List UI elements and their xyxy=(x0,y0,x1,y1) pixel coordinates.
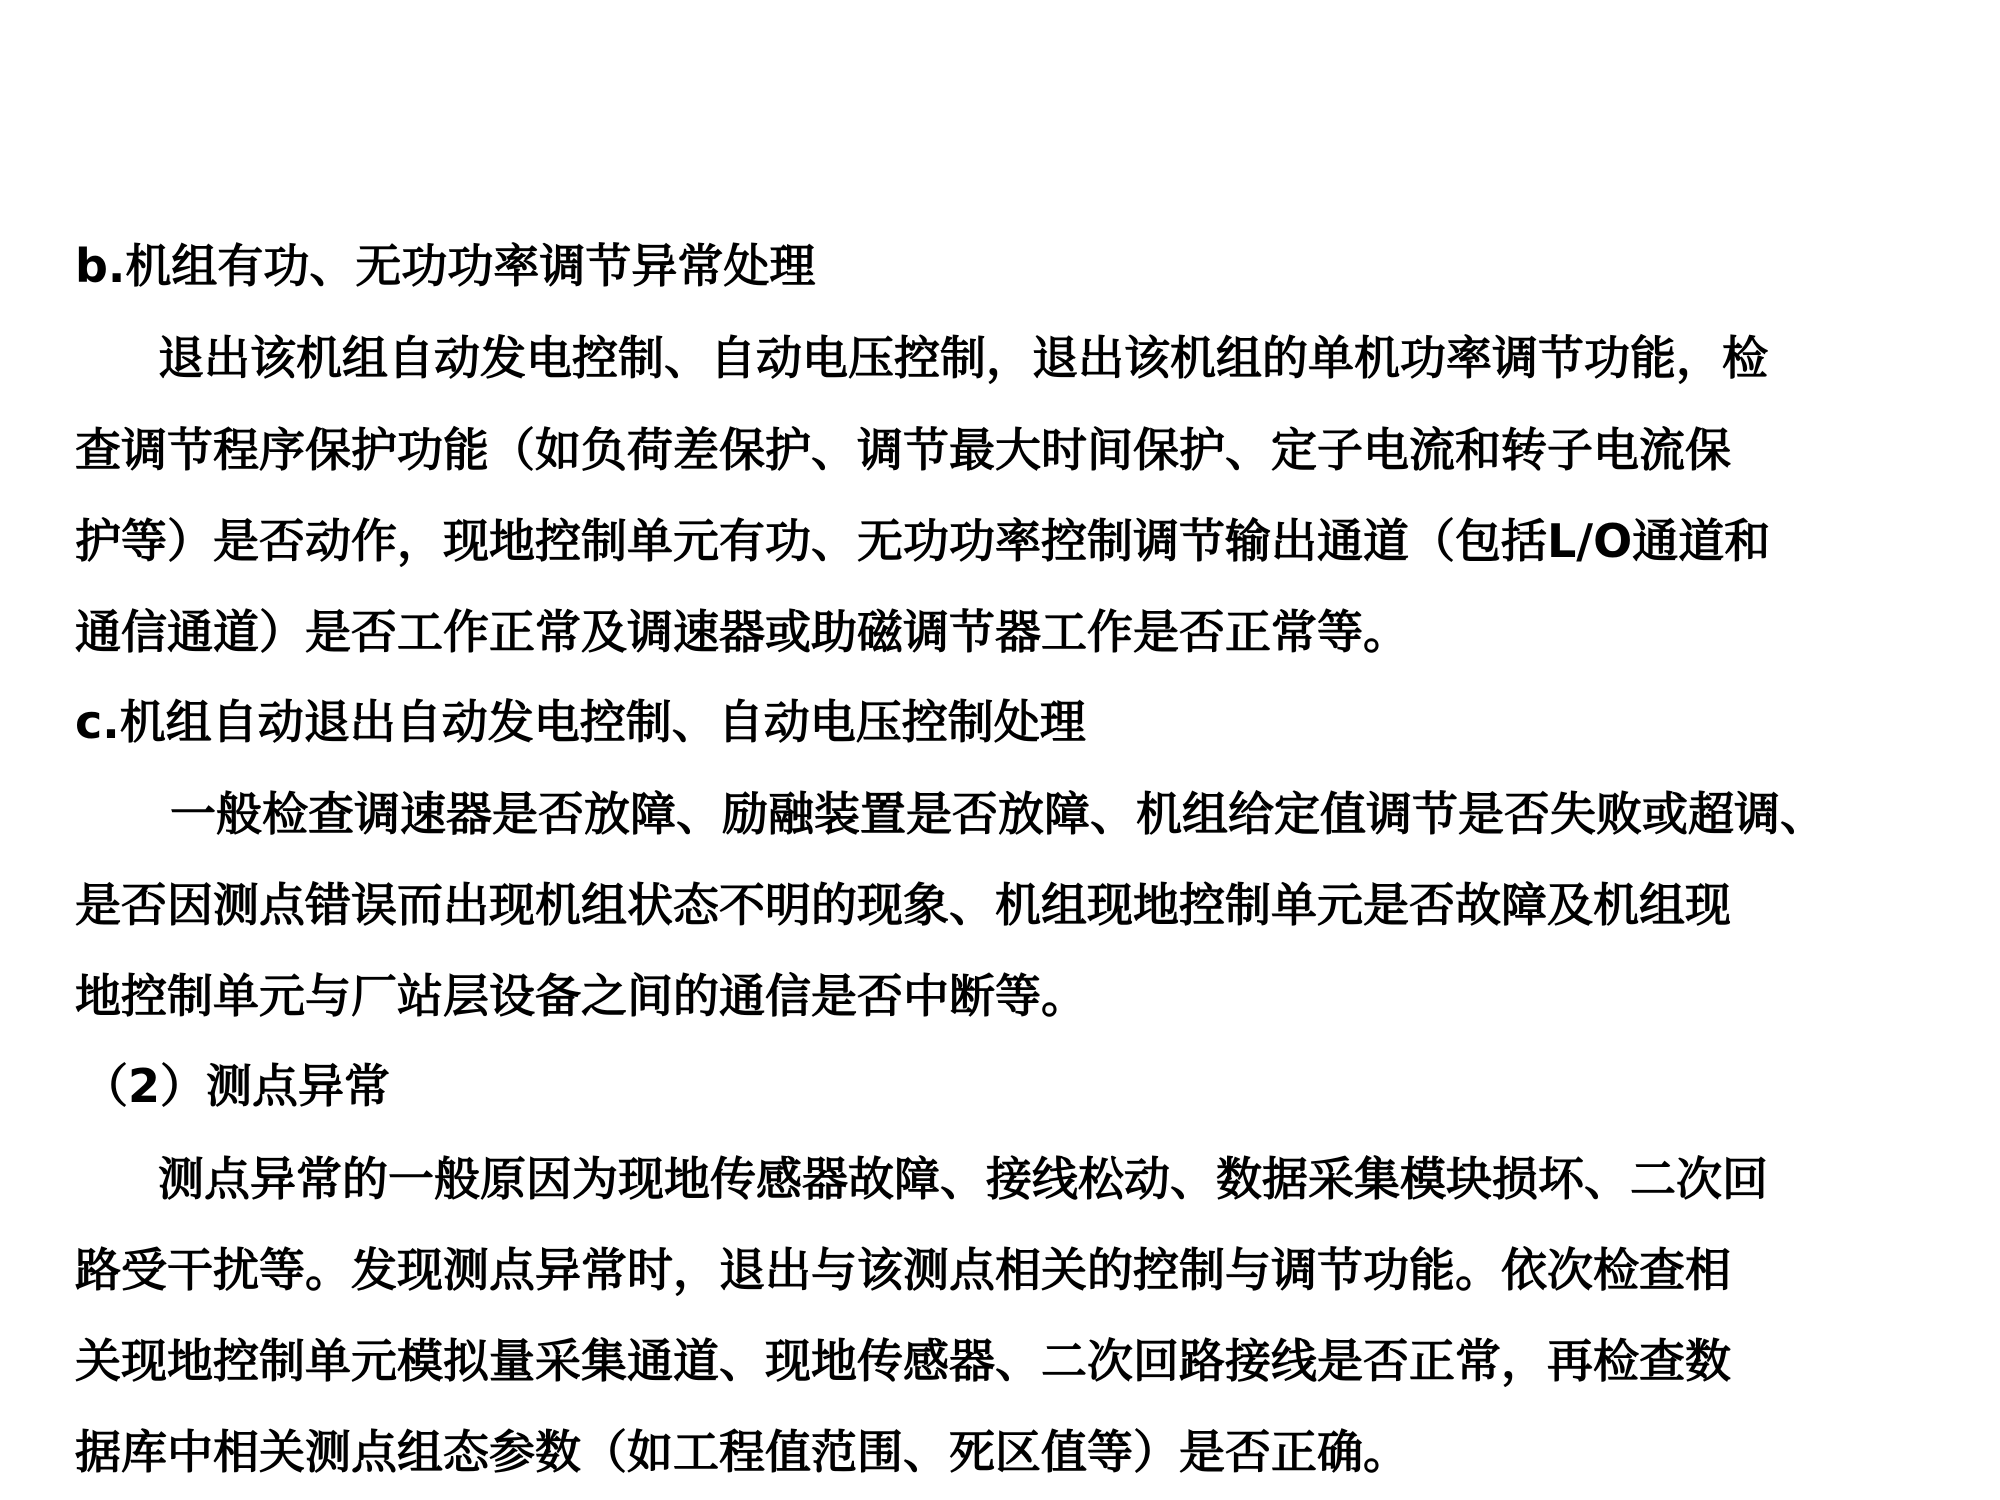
section-b-heading: b.机组有功、无功功率调节异常处理 xyxy=(75,239,816,293)
section-2-paragraph-line-1: 测点异常的一般原因为现地传感器故障、接线松动、数据采集模块损坏、二次回 xyxy=(158,1152,1768,1206)
section-b-paragraph-line-3: 护等）是否动作，现地控制单元有功、无功功率控制调节输出通道（包括L/O通道和 xyxy=(75,514,1771,568)
section-c-heading: c.机组自动退出自动发电控制、自动电压控制处理 xyxy=(75,695,1086,749)
section-b-paragraph-line-4: 通信通道）是否工作正常及调速器或助磁调节器工作是否正常等。 xyxy=(75,605,1409,659)
section-b-paragraph-line-1: 退出该机组自动发电控制、自动电压控制，退出该机组的单机功率调节功能，检 xyxy=(158,331,1768,385)
section-2-paragraph-line-2: 路受干扰等。发现测点异常时，退出与该测点相关的控制与调节功能。依次检查相 xyxy=(75,1243,1731,1297)
section-2-paragraph-line-4: 据库中相关测点组态参数（如工程值范围、死区值等）是否正确。 xyxy=(75,1425,1409,1479)
section-2-heading: （2）测点异常 xyxy=(82,1059,391,1113)
section-2-paragraph-line-3: 关现地控制单元模拟量采集通道、现地传感器、二次回路接线是否正常，再检查数 xyxy=(75,1334,1731,1388)
section-c-paragraph-line-2: 是否因测点错误而出现机组状态不明的现象、机组现地控制单元是否故障及机组现 xyxy=(75,878,1731,932)
section-c-paragraph-line-3: 地控制单元与厂站层设备之间的通信是否中断等。 xyxy=(75,969,1087,1023)
section-c-paragraph-line-1: 一般检查调速器是否放障、励融装置是否放障、机组给定值调节是否失败或超调、 xyxy=(170,787,1826,841)
section-b-paragraph-line-2: 查调节程序保护功能（如负荷差保护、调节最大时间保护、定子电流和转子电流保 xyxy=(75,423,1731,477)
